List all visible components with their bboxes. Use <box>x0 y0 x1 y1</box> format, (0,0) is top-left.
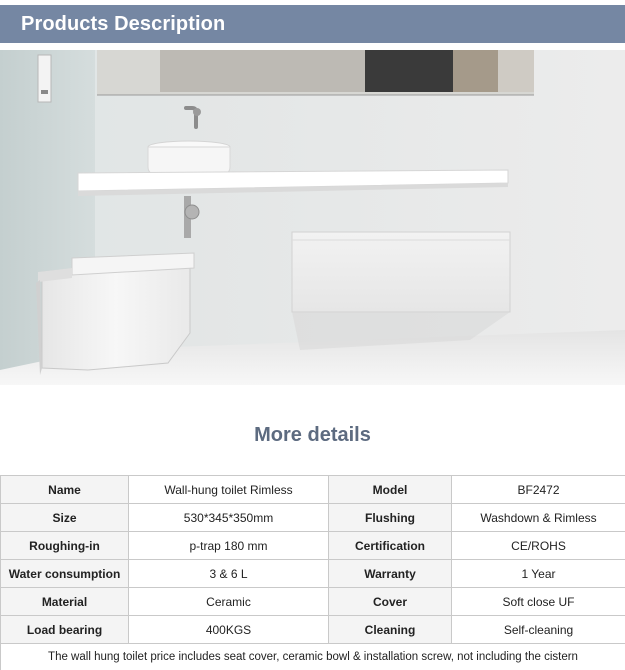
spec-value: BF2472 <box>452 476 625 504</box>
header-bar <box>0 5 625 43</box>
spec-label: Warranty <box>329 560 452 588</box>
spec-label: Size <box>1 504 129 532</box>
spec-label: Model <box>329 476 452 504</box>
spec-value: 1 Year <box>452 560 625 588</box>
table-row <box>1 616 625 644</box>
spec-table <box>0 475 625 670</box>
spec-label: Water consumption <box>1 560 129 588</box>
page-title: Products Description <box>21 13 226 35</box>
table-note-row <box>1 644 625 670</box>
product-photo <box>0 50 625 385</box>
table-row <box>1 532 625 560</box>
spec-value: Wall-hung toilet Rimless <box>129 476 329 504</box>
section-title: More details <box>254 424 371 446</box>
spec-label: Certification <box>329 532 452 560</box>
spec-value: Washdown & Rimless <box>452 504 625 532</box>
table-row <box>1 504 625 532</box>
spec-value: Self-cleaning <box>452 616 625 644</box>
spec-value: CE/ROHS <box>452 532 625 560</box>
spec-value: Soft close UF <box>452 588 625 616</box>
table-row <box>1 560 625 588</box>
drawer <box>292 232 510 312</box>
spec-value: p-trap 180 mm <box>129 532 329 560</box>
spec-value: 400KGS <box>129 616 329 644</box>
price-note: The wall hung toilet price includes seat cover, ceramic bowl & installation screw, not including the cistern <box>1 644 625 670</box>
spec-value: 3 & 6 L <box>129 560 329 588</box>
spec-label: Flushing <box>329 504 452 532</box>
spec-label: Material <box>1 588 129 616</box>
spec-label: Cover <box>329 588 452 616</box>
table-row <box>1 476 625 504</box>
spec-label: Load bearing <box>1 616 129 644</box>
wall-switch <box>38 55 51 102</box>
spec-label: Cleaning <box>329 616 452 644</box>
table-row <box>1 588 625 616</box>
spec-value: Ceramic <box>129 588 329 616</box>
spec-value: 530*345*350mm <box>129 504 329 532</box>
spec-label: Name <box>1 476 129 504</box>
spec-label: Roughing-in <box>1 532 129 560</box>
